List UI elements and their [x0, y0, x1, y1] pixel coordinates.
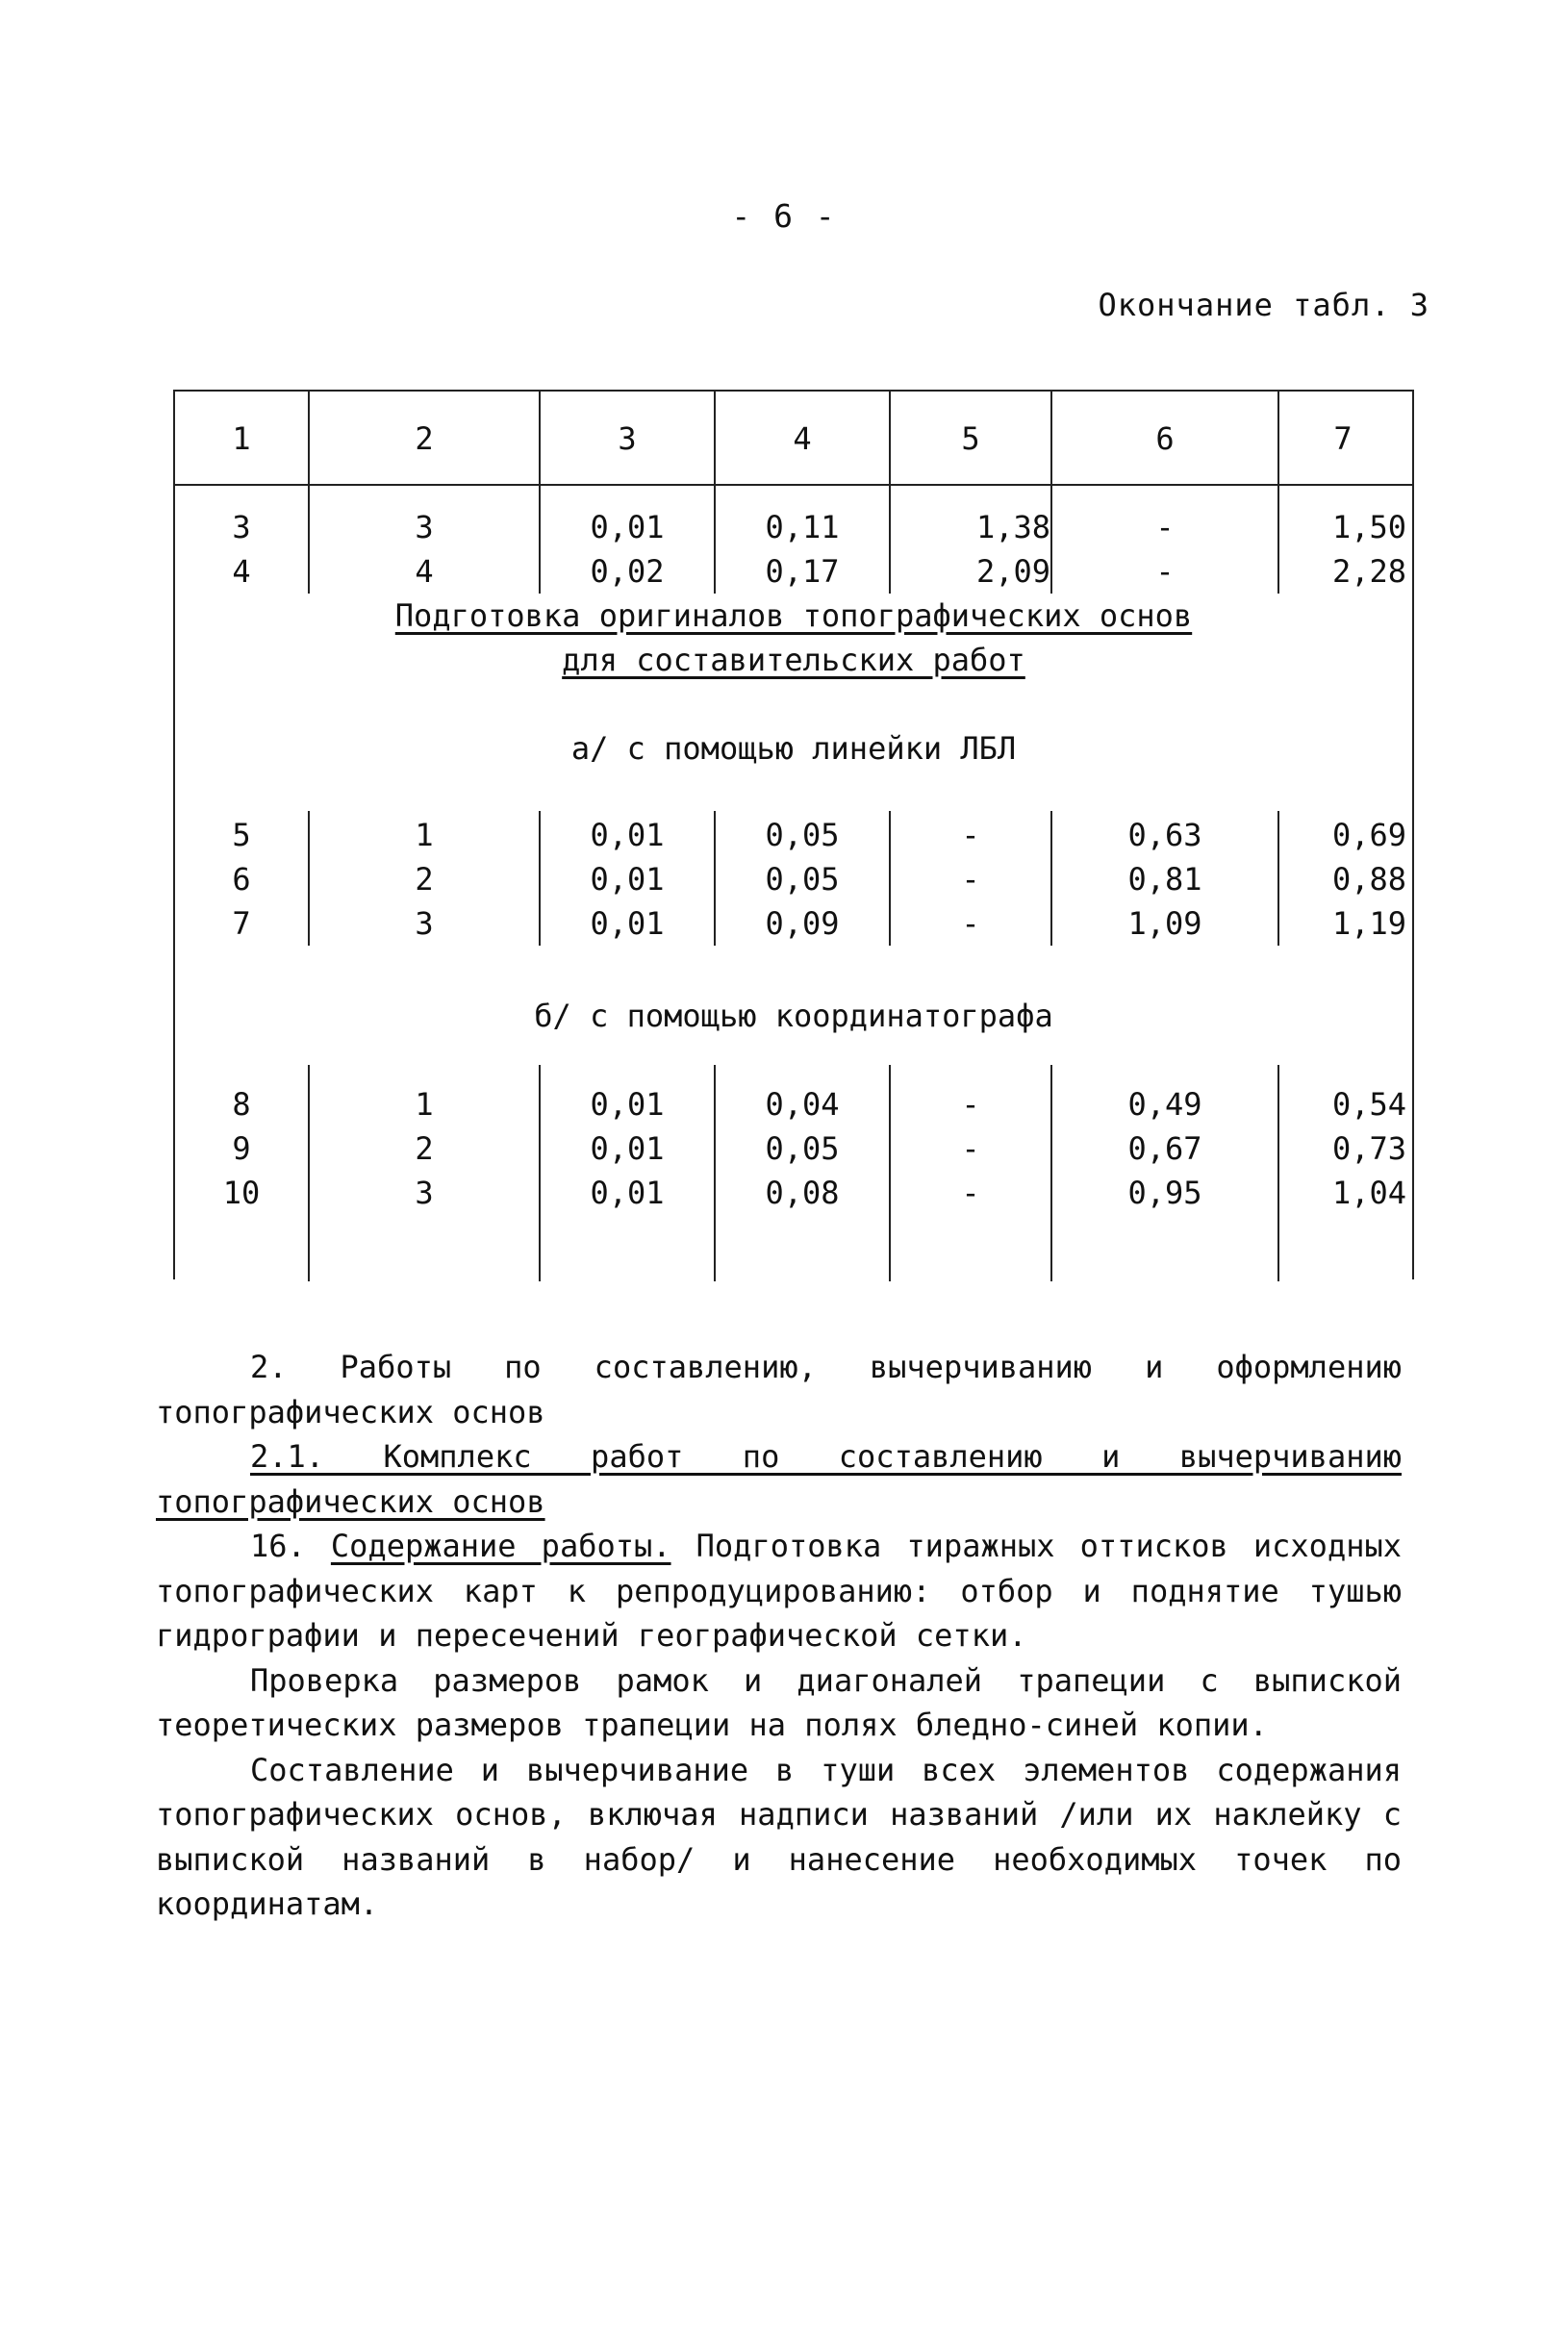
table-cell: -	[961, 905, 980, 942]
table-cell: -	[1155, 509, 1175, 545]
table-cell: 2,09	[975, 553, 1050, 590]
table-cell: 0,49	[1127, 1086, 1202, 1123]
paragraph	[156, 1524, 1402, 1658]
table-cell: 7	[232, 905, 251, 942]
table-cell: 0,01	[590, 905, 665, 942]
table-cell: -	[961, 817, 980, 853]
section-title-line2: для составительских работ	[562, 642, 1025, 678]
table-cell: 2	[415, 861, 434, 898]
header-cell: 4	[793, 420, 812, 457]
table-cell: 0,11	[765, 509, 840, 545]
table-cell: 1	[415, 817, 434, 853]
table-cell: 2	[415, 1130, 434, 1167]
table-row	[175, 1130, 1412, 1169]
body-text	[156, 1345, 1402, 1927]
table-cell: 0,01	[590, 1175, 665, 1211]
table-cell: 3	[415, 509, 434, 545]
table-cell: 9	[232, 1130, 251, 1167]
subsection-title: а/ с помощью линейки ЛБЛ	[570, 730, 1017, 767]
section-title-line1: Подготовка оригиналов топографических основ	[394, 597, 1193, 634]
table-cell: 8	[232, 1086, 251, 1123]
table-cell: 0,95	[1127, 1175, 1202, 1211]
table-row	[175, 861, 1412, 899]
table-cell: 0,63	[1127, 817, 1202, 853]
table-cell: 1	[415, 1086, 434, 1123]
table-cell: 4	[415, 553, 434, 590]
header-cell: 6	[1155, 420, 1175, 457]
table-row	[175, 553, 1412, 592]
table-row	[175, 905, 1412, 944]
table-cell: 0,01	[590, 509, 665, 545]
table-cell: 0,02	[590, 553, 665, 590]
paragraph: Проверка размеров рамок и диагоналей трапеции с выпиской теоретических размеров трапеции на полях бледно-синей копии.	[156, 1661, 1402, 1743]
table-cell: 0,01	[590, 1086, 665, 1123]
table-row	[175, 509, 1412, 547]
table-cell: 5	[232, 817, 251, 853]
header-cell: 2	[415, 420, 434, 457]
subsection-title: б/ с помощью координатографа	[534, 998, 1053, 1034]
table-cell: 4	[232, 553, 251, 590]
section-title	[175, 642, 1412, 678]
table-cell: 0,69	[1331, 817, 1406, 853]
table-row	[175, 1086, 1412, 1125]
table-cell: -	[961, 1086, 980, 1123]
header-cell: 5	[961, 420, 980, 457]
table-cell: -	[961, 1130, 980, 1167]
table-caption: Окончание табл. 3	[1098, 287, 1429, 323]
table-cell: 0,01	[590, 861, 665, 898]
table-cell: -	[961, 1175, 980, 1211]
table-header-row	[175, 420, 1412, 459]
header-cell: 3	[618, 420, 637, 457]
table-cell: 0,81	[1127, 861, 1202, 898]
paragraph: 2. Работы по составлению, вычерчиванию и оформлению топографических основ	[156, 1349, 1402, 1430]
table-cell: 0,73	[1331, 1130, 1406, 1167]
table-cell: 0,04	[765, 1086, 840, 1123]
section-title	[175, 597, 1412, 634]
table-cell: 0,05	[765, 861, 840, 898]
table-cell: 1,04	[1331, 1175, 1406, 1211]
table-cell: 0,54	[1331, 1086, 1406, 1123]
content-heading: Содержание работы.	[330, 1528, 671, 1564]
table-cell: 6	[232, 861, 251, 898]
subsection-heading: 2.1. Комплекс работ по составлению и вычерчиванию топографических основ	[156, 1438, 1402, 1520]
table-cell: 1,38	[975, 509, 1050, 545]
paragraph: Составление и вычерчивание в туши всех элементов содержания топографических основ, включая надписи названий /или их наклейку с выпиской названий в набор/ и нанесение необходимых точек по координатам.	[156, 1751, 1402, 1922]
group-a	[175, 811, 1412, 946]
table-cell: 0,08	[765, 1175, 840, 1211]
table-cell: 0,09	[765, 905, 840, 942]
table-cell: -	[961, 861, 980, 898]
table-cell: 0,88	[1331, 861, 1406, 898]
table-cell: 1,19	[1331, 905, 1406, 942]
header-divider	[175, 484, 1412, 486]
table-cell: -	[1155, 553, 1175, 590]
table-cell: 0,01	[590, 817, 665, 853]
table	[173, 390, 1414, 1279]
item-number: 16.	[250, 1528, 306, 1564]
paragraph	[156, 1434, 1402, 1524]
header-cell: 1	[232, 420, 251, 457]
header-cell: 7	[1333, 420, 1353, 457]
group-b	[175, 1076, 1412, 1281]
table-cell: 0,01	[590, 1130, 665, 1167]
page-number: - 6 -	[731, 197, 837, 235]
table-cell: 0,05	[765, 1130, 840, 1167]
table-cell: 1,50	[1331, 509, 1406, 545]
table-cell: 2,28	[1331, 553, 1406, 590]
paragraph-text: Подготовка тиражных оттисков исходных топографических карт к репродуцированию: отбор и поднятие тушью гидрографии и пересечений географической сетки.	[156, 1528, 1402, 1654]
table-cell: 0,67	[1127, 1130, 1202, 1167]
table-cell: 0,05	[765, 817, 840, 853]
table-cell: 1,09	[1127, 905, 1202, 942]
table-cell: 0,17	[765, 553, 840, 590]
table-cell: 10	[222, 1175, 261, 1211]
table-cell: 3	[415, 1175, 434, 1211]
table-cell: 3	[232, 509, 251, 545]
table-row	[175, 817, 1412, 855]
table-row	[175, 1175, 1412, 1213]
table-cell: 3	[415, 905, 434, 942]
